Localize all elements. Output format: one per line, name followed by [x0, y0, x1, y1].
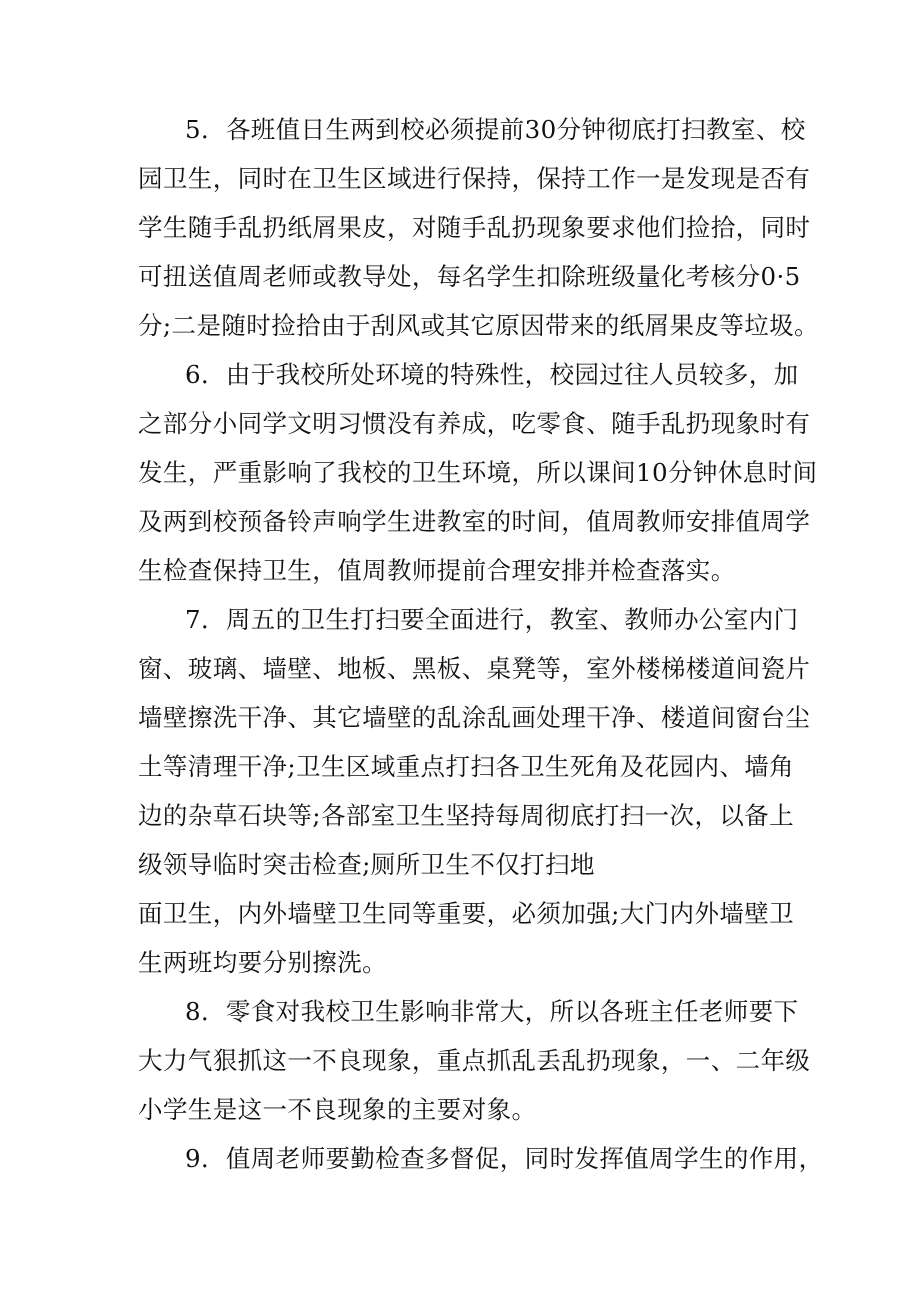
item-9-line-1: 9．值周老师要勤检查多督促，同时发挥值周学生的作用， [185, 1144, 824, 1173]
item-8-line-2: 大力气狠抓这一不良现象，重点抓乱丢乱扔现象，一、二年级 [138, 1046, 811, 1075]
item-6-line-1: 6．由于我校所处环境的特殊性，校园过往人员较多，加 [185, 360, 799, 389]
item-7-line-2: 窗、玻璃、墙壁、地板、黑板、桌凳等，室外楼梯楼道间瓷片 [138, 654, 811, 683]
item-7-line-8: 生两班均要分别擦洗。 [138, 948, 387, 977]
item-7-line-1: 7．周五的卫生打扫要全面进行，教室、教师办公室内门 [185, 605, 799, 634]
item-5-line-3: 学生随手乱扔纸屑果皮，对随手乱扔现象要求他们捡拾，同时 [138, 213, 811, 242]
item-7-line-6: 级领导临时突击检查;厕所卫生不仅打扫地 [138, 850, 595, 879]
item-6-line-5: 生检查保持卫生，值周教师提前合理安排并检查落实。 [138, 556, 736, 585]
item-8-line-1: 8．零食对我校卫生影响非常大，所以各班主任老师要下 [185, 997, 799, 1026]
item-5-line-1: 5．各班值日生两到校必须提前30分钟彻底打扫教室、校 [185, 115, 806, 144]
item-6-line-2: 之部分小同学文明习惯没有养成，吃零食、随手乱扔现象时有 [138, 409, 811, 438]
item-7-line-7: 面卫生，内外墙壁卫生同等重要，必须加强;大门内外墙壁卫 [138, 899, 795, 928]
item-8-line-3: 小学生是这一不良现象的主要对象。 [138, 1095, 537, 1124]
item-5-line-5: 分;二是随时捡拾由于刮风或其它原因带来的纸屑果皮等垃圾。 [138, 311, 819, 340]
item-7-line-3: 墙壁擦洗干净、其它墙壁的乱涂乱画处理干净、楼道间窗台尘 [138, 703, 811, 732]
item-6-line-3: 发生，严重影响了我校的卫生环境，所以课间10分钟休息时间 [138, 458, 818, 487]
item-7-line-5: 边的杂草石块等;各部室卫生坚持每周彻底打扫一次，以备上 [138, 801, 795, 830]
item-5-line-4: 可扭送值周老师或教导处，每名学生扣除班级量化考核分0·5 [138, 262, 801, 291]
item-6-line-4: 及两到校预备铃声响学生进教室的时间，值周教师安排值周学 [138, 507, 811, 536]
item-7-line-4: 土等清理干净;卫生区域重点打扫各卫生死角及花园内、墙角 [138, 752, 795, 781]
item-5-line-2: 园卫生，同时在卫生区域进行保持，保持工作一是发现是否有 [138, 164, 811, 193]
